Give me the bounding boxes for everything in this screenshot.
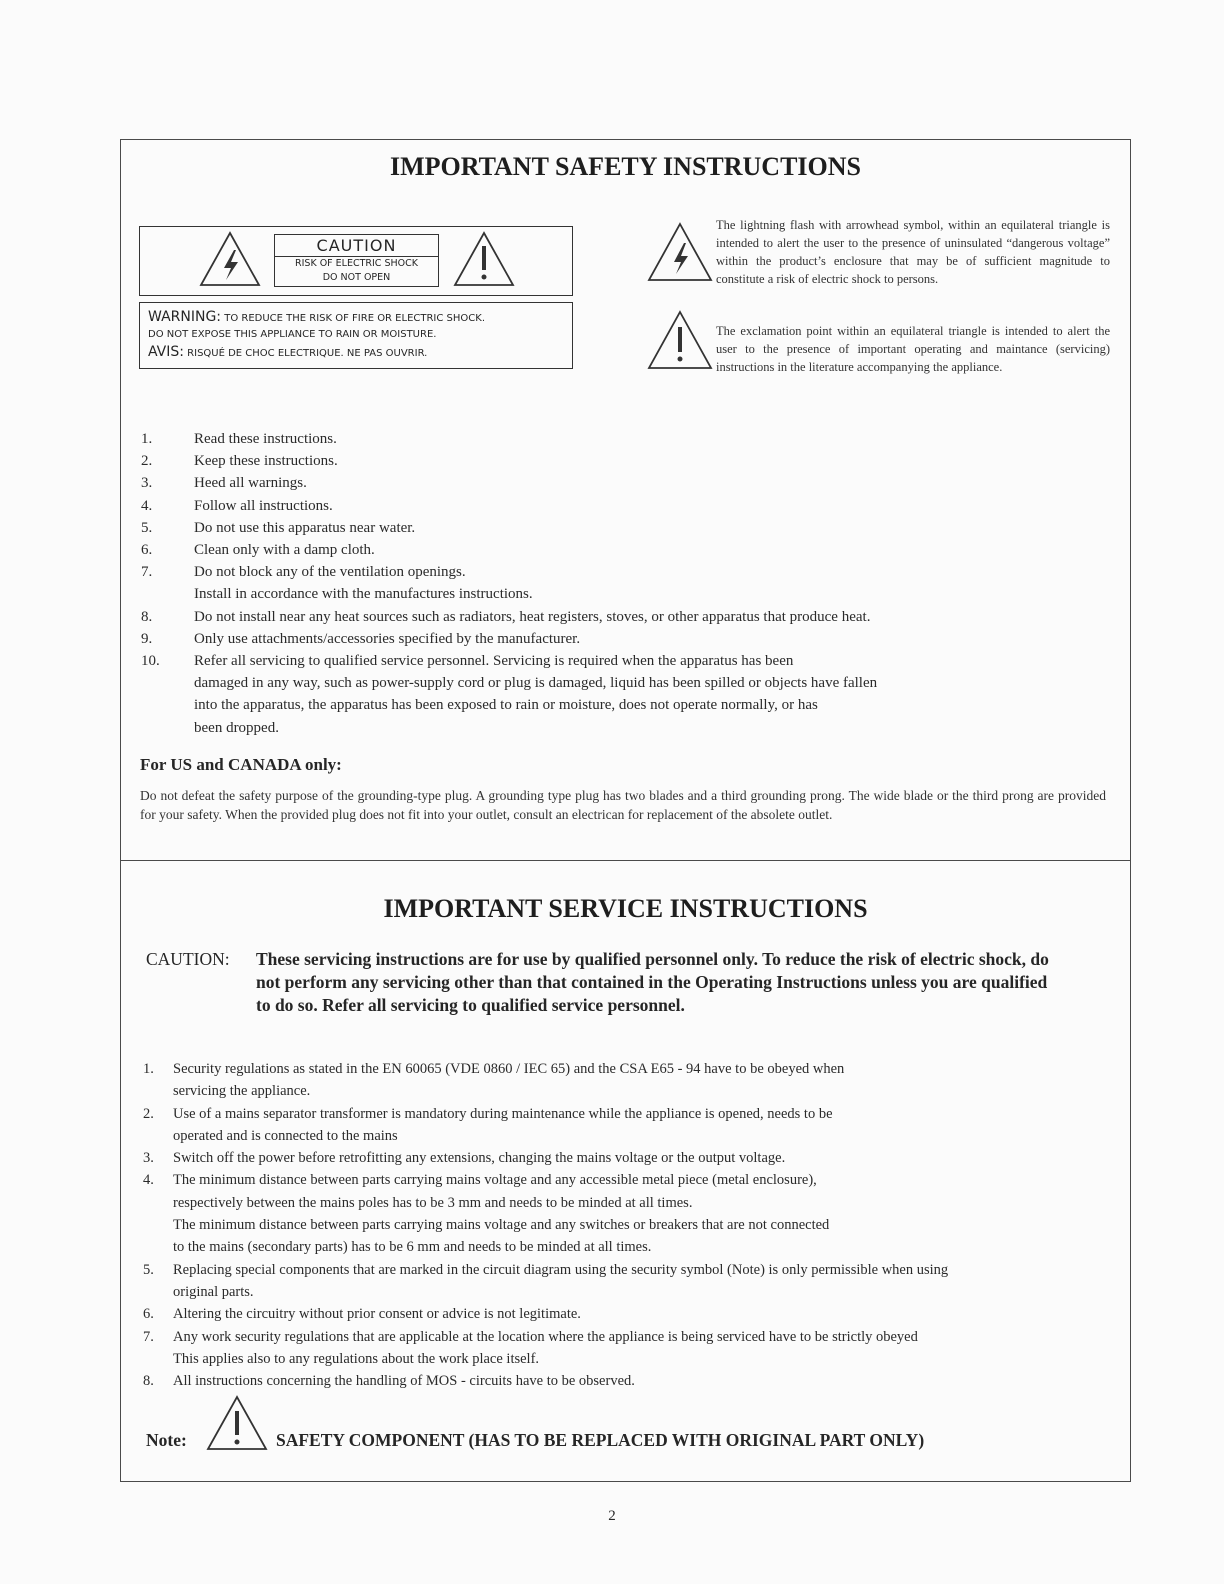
warning-line2: DO NOT EXPOSE THIS APPLIANCE TO RAIN OR MOISTURE. xyxy=(148,329,437,340)
avis-word: AVIS: xyxy=(148,344,184,360)
item-text: Do not install near any heat sources such as radiators, heat registers, stoves, or other apparatus that produce heat. xyxy=(194,608,871,625)
item-number: 3. xyxy=(141,475,153,492)
item-text: Do not use this apparatus near water. xyxy=(194,519,416,536)
item-text: Altering the circuitry without prior consent or advice is not legitimate. xyxy=(173,1306,581,1323)
item-number: 4. xyxy=(143,1172,154,1189)
item-number: 6. xyxy=(143,1306,154,1323)
list-item-continued xyxy=(143,1281,1113,1303)
exclamation-triangle-icon xyxy=(452,230,516,288)
note-label: Note: xyxy=(146,1430,187,1450)
exclamation-symbol-icon xyxy=(647,310,713,370)
item-number: 5. xyxy=(141,519,153,536)
list-item xyxy=(143,1147,1113,1169)
item-text: to the mains (secondary parts) has to be 6 mm and needs to be minded at all times. xyxy=(173,1239,652,1256)
exclamation-triangle-icon xyxy=(206,1394,268,1452)
list-item xyxy=(141,517,1014,539)
service-list xyxy=(143,1058,1113,1392)
item-number: 9. xyxy=(141,630,153,647)
list-item xyxy=(143,1303,1113,1325)
list-item xyxy=(141,472,1014,494)
risk-text: RISK OF ELECTRIC SHOCK xyxy=(295,258,418,269)
item-text: Switch off the power before retrofitting any extensions, changing the mains voltage or the output voltage. xyxy=(173,1150,786,1167)
item-text: Keep these instructions. xyxy=(194,453,338,470)
list-item-continued xyxy=(143,1125,1113,1147)
list-item-continued xyxy=(143,1214,1113,1236)
lightning-symbol-text: The lightning flash with arrowhead symbol, within an equilateral triangle is intended to alert the user to the presence of uninsulated “dangerous voltage” within the product’s enclosure that may be of sufficient magnitude to constitute a risk of electric shock to persons. xyxy=(716,218,1110,286)
item-text: servicing the appliance. xyxy=(173,1083,311,1100)
item-number: 3. xyxy=(143,1150,154,1167)
item-text: Install in accordance with the manufactures instructions. xyxy=(194,586,533,603)
item-number: 8. xyxy=(143,1373,154,1390)
item-text: damaged in any way, such as power-supply cord or plug is damaged, liquid has been spilled or objects have fallen xyxy=(194,675,878,692)
us-canada-text: Do not defeat the safety purpose of the grounding-type plug. A grounding type plug has two blades and a third grounding prong. The wide blade or the third prong are provided for your safety. When the provided plug does not fit into your outlet, consult an electrican for replacement of the absolete outlet. xyxy=(140,788,1106,822)
warning-word: WARNING: xyxy=(148,309,222,325)
item-number: 7. xyxy=(143,1328,154,1345)
item-number: 8. xyxy=(141,608,153,625)
list-item xyxy=(141,450,1014,472)
item-text: The minimum distance between parts carrying mains voltage and any switches or breakers that are not connected xyxy=(173,1217,830,1234)
list-item xyxy=(143,1326,1113,1348)
exclamation-symbol-text: The exclamation point within an equilateral triangle is intended to alert the user to the presence of important operating and maintance (servicing) instructions in the literature accompanying the appliance. xyxy=(716,324,1110,374)
item-text: Security regulations as stated in the EN 60065 (VDE 0860 / IEC 65) and the CSA E65 - 94 have to be obeyed when xyxy=(173,1061,845,1077)
item-number: 6. xyxy=(141,542,153,559)
list-item-continued xyxy=(143,1348,1113,1370)
item-number: 10. xyxy=(141,653,160,670)
caution-body-text: These servicing instructions are for use by qualified personnel only. To reduce the risk of electric shock, do not perform any servicing other than that contained in the Operating Instructions unless you are qualified to do so. Refer all servicing to qualified service personnel. xyxy=(256,949,1049,1015)
list-item xyxy=(141,495,1014,517)
item-number: 4. xyxy=(141,497,153,514)
item-text: been dropped. xyxy=(194,719,279,736)
warning-text: TO REDUCE THE RISK OF FIRE OR ELECTRIC SHOCK. xyxy=(221,313,486,324)
list-item xyxy=(141,606,1014,628)
section-divider xyxy=(121,860,1130,861)
service-title: IMPORTANT SERVICE INSTRUCTIONS xyxy=(383,894,868,923)
page-number: 2 xyxy=(608,1508,616,1524)
item-text: Clean only with a damp cloth. xyxy=(194,542,375,559)
list-item xyxy=(143,1169,1113,1191)
item-text: Any work security regulations that are applicable at the location where the appliance is being serviced have to be strictly obeyed xyxy=(173,1328,918,1345)
warning-label xyxy=(139,302,573,369)
list-item xyxy=(141,628,1014,650)
list-item xyxy=(141,561,1014,583)
safety-component-text: SAFETY COMPONENT (HAS TO BE REPLACED WITH ORIGINAL PART ONLY) xyxy=(276,1430,925,1450)
item-number: 1. xyxy=(141,431,153,447)
list-item xyxy=(143,1058,1113,1080)
list-item xyxy=(143,1259,1113,1281)
item-text: Use of a mains separator transformer is mandatory during maintenance while the appliance is opened, needs to be xyxy=(173,1105,833,1122)
item-text: The minimum distance between parts carrying mains voltage and any accessible metal piece (metal enclosure), xyxy=(173,1172,817,1189)
item-number: 2. xyxy=(143,1105,154,1122)
item-text: Heed all warnings. xyxy=(194,475,307,492)
item-text: Do not block any of the ventilation openings. xyxy=(194,564,466,581)
item-text: Refer all servicing to qualified service personnel. Servicing is required when the apparatus has been xyxy=(194,653,794,670)
safety-list xyxy=(141,428,1014,739)
lightning-symbol-icon xyxy=(647,222,713,282)
list-item xyxy=(143,1103,1113,1125)
list-item-continued xyxy=(143,1192,1113,1214)
list-item xyxy=(141,539,1014,561)
item-number: 7. xyxy=(141,564,153,581)
instructions-frame xyxy=(120,139,1131,1482)
list-item xyxy=(141,650,1014,672)
list-item-continued xyxy=(143,1080,1113,1102)
item-text: Only use attachments/accessories specified by the manufacturer. xyxy=(194,630,581,647)
safety-title: IMPORTANT SAFETY INSTRUCTIONS xyxy=(389,152,862,181)
item-text: Follow all instructions. xyxy=(194,497,333,514)
item-text: original parts. xyxy=(173,1283,254,1300)
caution-box xyxy=(274,234,439,287)
list-item-continued xyxy=(141,694,1014,716)
list-item xyxy=(143,1370,1113,1392)
us-canada-heading: For US and CANADA only: xyxy=(140,755,342,774)
item-text: Replacing special components that are marked in the circuit diagram using the security symbol (Note) is only permissible when using xyxy=(173,1261,949,1278)
list-item-continued xyxy=(141,717,1014,739)
caution-label xyxy=(139,226,573,296)
item-text: respectively between the mains poles has to be 3 mm and needs to be minded at all times. xyxy=(173,1194,693,1211)
list-item-continued xyxy=(143,1236,1113,1258)
item-text: This applies also to any regulations about the work place itself. xyxy=(173,1350,540,1367)
list-item xyxy=(141,428,1014,450)
lightning-triangle-icon xyxy=(198,230,262,288)
list-item-continued xyxy=(141,583,1014,605)
item-text: into the apparatus, the apparatus has been exposed to rain or moisture, does not operate normally, or has xyxy=(194,697,818,714)
item-text: All instructions concerning the handling of MOS - circuits have to be observed. xyxy=(173,1373,635,1390)
do-not-open-text: DO NOT OPEN xyxy=(322,272,391,283)
item-number: 5. xyxy=(143,1261,154,1278)
list-item-continued xyxy=(141,672,1014,694)
caution-label-text: CAUTION: xyxy=(146,949,230,969)
item-number: 1. xyxy=(143,1061,154,1077)
item-text: operated and is connected to the mains xyxy=(173,1127,398,1144)
item-text: Read these instructions. xyxy=(194,431,337,447)
avis-text: RISQUÉ DE CHOC ELECTRIQUE. NE PAS OUVRIR. xyxy=(184,348,428,359)
caution-word: CAUTION xyxy=(275,235,438,257)
item-number: 2. xyxy=(141,453,153,470)
